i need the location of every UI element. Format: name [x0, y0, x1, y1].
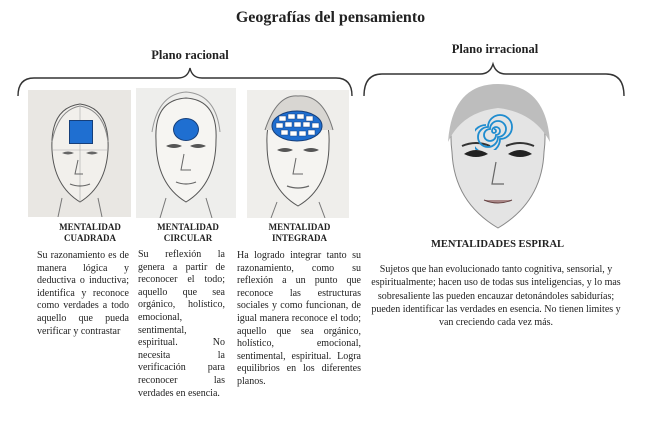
- circle-symbol-icon: [173, 118, 199, 141]
- mentality-circle-text: Su reflexión la genera a partir de reconocer el todo; aquello que sea orgánico, holístico, emocional, sentimental, espiritual. No necesita la verificación para reconocer las verdades en esencia.: [138, 249, 225, 399]
- irrational-plane-label: Plano irracional: [451, 42, 539, 56]
- page-title: Geografías del pensamiento: [235, 9, 426, 26]
- spiral-symbol-icon: [475, 112, 513, 150]
- rational-plane-label: Plano racional: [151, 48, 229, 62]
- face-square-image: [28, 90, 131, 217]
- mentality-integrated-heading-line2: INTEGRADA: [271, 233, 327, 243]
- mentality-square-text: Su razonamiento es de manera lógica y deductiva o inductiva; identifica y reconoce como verdades a todo aquello que pueda verificar y contrastar: [37, 250, 129, 337]
- mentality-spiral-heading: MENTALIDADES ESPIRAL: [430, 239, 565, 250]
- mentality-square-heading-line1: MENTALIDAD: [59, 222, 121, 232]
- face-circle-image: [136, 88, 236, 218]
- mentality-spiral-text: Sujetos que han evolucionado tanto cognitiva, sensorial, y espiritualmente; hacen uso de todas sus inteligencias, y lo mas sobresaliente las pueden encauzar detonándoles sabidurías; pueden identificar las verdades en esencia. No tienen limites y van creciendo cada vez más.: [371, 264, 621, 329]
- mentality-square-heading: [45, 222, 135, 244]
- mentality-circle-heading: [143, 222, 233, 244]
- cloud-squares-symbol-icon: [271, 110, 323, 142]
- mentality-square-heading-line2: CUADRADA: [64, 233, 116, 243]
- mentality-circle-heading-line1: MENTALIDAD: [157, 222, 219, 232]
- mentality-circle-heading-line2: CIRCULAR: [163, 233, 213, 243]
- mentality-integrated-heading: [252, 222, 347, 244]
- face-spiral-image: [438, 82, 558, 232]
- mentality-integrated-heading-line1: MENTALIDAD: [268, 222, 331, 232]
- mentality-integrated-text: Ha logrado integrar tanto su razonamiento, como su reflexión a un punto que reconoce las estructuras sociales y como funcionan, de igual manera reconoce el todo; aquello que sea orgánico, holístico, emocional, sentimental, espiritual. Logra equilibrios en los diferentes planos.: [237, 250, 361, 387]
- square-symbol-icon: [69, 120, 93, 144]
